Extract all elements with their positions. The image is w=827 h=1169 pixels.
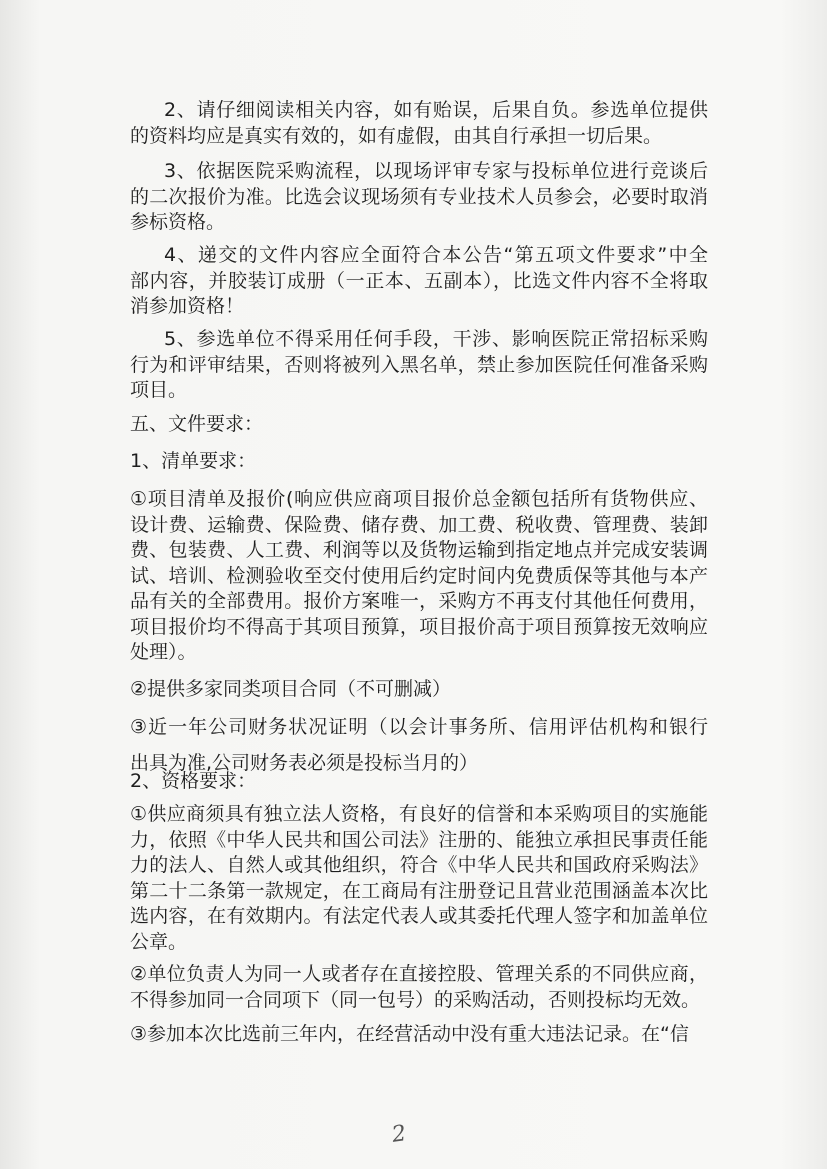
text-line: 力，依照《中华人民共和国公司法》注册的、能独立承担民事责任能 bbox=[130, 828, 708, 851]
paragraph-qual-req-2 bbox=[130, 962, 708, 1013]
text-line: 5、参选单位不得采用任何手段，干涉、影响医院正常招标采购 bbox=[164, 328, 708, 350]
text-line: 不得参加同一合同项下（同一包号）的采购活动，否则投标均无效。 bbox=[130, 988, 701, 1011]
text-line: 项目报价均不得高于其项目预算，项目报价高于项目预算按无效响应 bbox=[130, 615, 708, 638]
text-line: 费、包装费、人工费、利润等以及货物运输到指定地点并完成安装调 bbox=[130, 539, 708, 561]
text-line: 4、递交的文件内容应全面符合本公告“第五项文件要求”中全 bbox=[164, 244, 708, 266]
text-line: ③近一年公司财务状况证明（以会计事务所、信用评估机构和银行 bbox=[130, 716, 708, 738]
text-line: 部内容，并胶装订成册（一正本、五副本），比选文件内容不全将取 bbox=[130, 269, 708, 292]
paragraph-note-4 bbox=[130, 243, 708, 320]
text-line: 设计费、运输费、保险费、储存费、加工费、税收费、管理费、装卸 bbox=[130, 513, 708, 536]
subsection-heading-qual bbox=[130, 769, 708, 795]
text-line: 选内容，在有效期内。有法定代表人或其委托代理人签字和加盖单位 bbox=[130, 905, 708, 927]
text-line: 的资料均应是真实有效的，如有虚假，由其自行承担一切后果。 bbox=[130, 124, 663, 147]
text-line: 2、资格要求： bbox=[130, 770, 257, 792]
paragraph-note-2 bbox=[130, 98, 708, 149]
text-line: ②提供多家同类项目合同（不可删减） bbox=[130, 678, 452, 700]
paragraph-qual-req-1 bbox=[130, 802, 708, 955]
text-line: 五、文件要求： bbox=[130, 413, 264, 435]
text-line: 试、培训、检测验收至交付使用后约定时间内免费质保等其他与本产 bbox=[130, 564, 708, 587]
paragraph-list-req-2 bbox=[130, 677, 708, 703]
text-line: 的二次报价为准。比选会议现场须有专业技术人员参会，必要时取消 bbox=[130, 185, 708, 208]
text-line: 力的法人、自然人或其他组织，符合《中华人民共和国政府采购法》 bbox=[130, 854, 708, 876]
text-line: 出具为准,公司财务表必须是投标当月的） bbox=[130, 751, 479, 774]
text-line: 公章。 bbox=[130, 930, 188, 953]
text-line: ③参加本次比选前三年内，在经营活动中没有重大违法记录。在“信 bbox=[130, 1023, 689, 1045]
text-line: 1、清单要求： bbox=[130, 450, 257, 472]
paragraph-qual-req-3 bbox=[130, 1022, 708, 1048]
paragraph-note-3 bbox=[130, 159, 708, 236]
text-line: ②单位负责人为同一人或者存在直接控股、管理关系的不同供应商， bbox=[130, 963, 708, 985]
handwritten-page-number: 2 bbox=[390, 1121, 408, 1148]
paragraph-list-req-1 bbox=[130, 487, 708, 666]
text-line: 3、依据医院采购流程，以现场评审专家与投标单位进行竞谈后 bbox=[164, 160, 708, 182]
text-line: ①项目清单及报价(响应供应商项目报价总金额包括所有货物供应、 bbox=[130, 488, 708, 510]
text-line: 第二十二条第一款规定，在工商局有注册登记且营业范围涵盖本次比 bbox=[130, 879, 708, 902]
text-line: ①供应商须具有独立法人资格，有良好的信誉和本采购项目的实施能 bbox=[130, 803, 708, 825]
text-line: 处理）。 bbox=[130, 641, 197, 663]
section-heading bbox=[130, 412, 708, 438]
text-line: 2、请仔细阅读相关内容，如有贻误，后果自负。参选单位提供 bbox=[164, 99, 708, 121]
subsection-heading-list bbox=[130, 449, 708, 475]
text-line: 消参加资格！ bbox=[130, 295, 245, 317]
text-line: 参标资格。 bbox=[130, 211, 226, 233]
paragraph-list-req-3 bbox=[130, 715, 708, 776]
paragraph-note-5 bbox=[130, 327, 708, 404]
text-line: 行为和评审结果，否则将被列入黑名单，禁止参加医院任何准备采购 bbox=[130, 353, 708, 376]
text-line: 项目。 bbox=[130, 379, 188, 401]
text-line: 品有关的全部费用。报价方案唯一，采购方不再支付其他任何费用， bbox=[130, 590, 708, 612]
